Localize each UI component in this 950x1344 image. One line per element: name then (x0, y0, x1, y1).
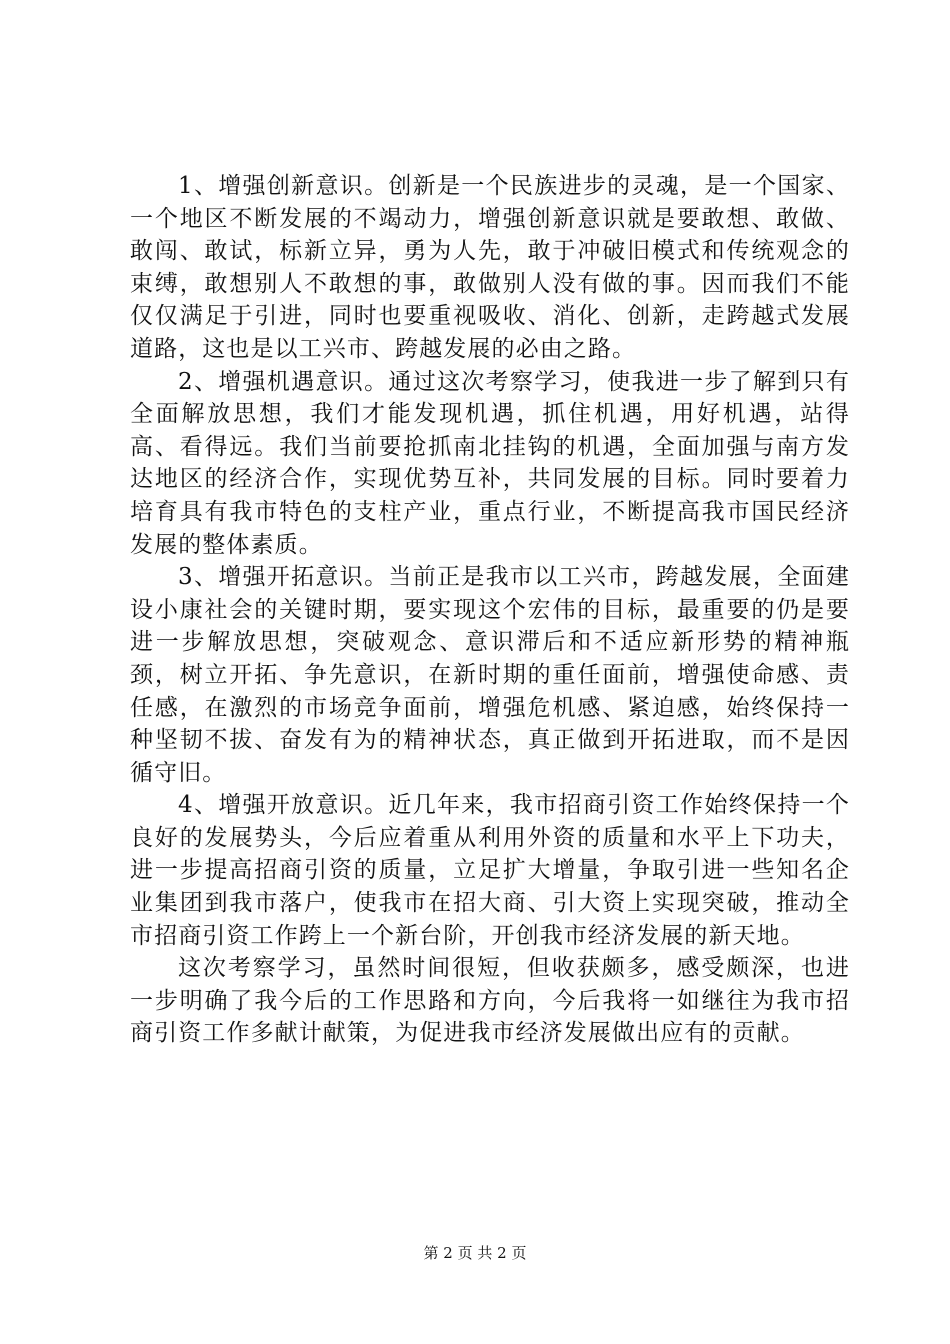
document-body (130, 170, 850, 1050)
paragraph-conclusion: 这次考察学习，虽然时间很短，但收获颇多，感受颇深，也进一步明确了我今后的工作思路和方向，今后我将一如继往为我市招商引资工作多献计献策，为促进我市经济发展做出应有的贡献。 (130, 955, 850, 1047)
page-number-footer: 第 2 页 共 2 页 (423, 1244, 527, 1262)
paragraph-innovation-awareness: 1、增强创新意识。创新是一个民族进步的灵魂，是一个国家、一个地区不断发展的不竭动力，增强创新意识就是要敢想、敢做、敢闯、敢试，标新立异，勇为人先，敢于冲破旧模式和传统观念的束缚，敢想别人不敢想的事，敢做别人没有做的事。因而我们不能仅仅满足于引进，同时也要重视吸收、消化、创新，走跨越式发展道路，这也是以工兴市、跨越发展的必由之路。 (130, 173, 850, 362)
paragraph-opportunity-awareness: 2、增强机遇意识。通过这次考察学习，使我进一步了解到只有全面解放思想，我们才能发现机遇，抓住机遇，用好机遇，站得高、看得远。我们当前要抢抓南北挂钩的机遇，全面加强与南方发达地区的经济合作，实现优势互补，共同发展的目标。同时要着力培育具有我市特色的支柱产业，重点行业，不断提高我市国民经济发展的整体素质。 (130, 368, 850, 558)
paragraph-openness-awareness: 4、增强开放意识。近几年来，我市招商引资工作始终保持一个良好的发展势头，今后应着重从利用外资的质量和水平上下功夫，进一步提高招商引资的质量，立足扩大增量，争取引进一些知名企业集团到我市落户，使我市在招大商、引大资上实现突破，推动全市招商引资工作跨上一个新台阶，开创我市经济发展的新天地。 (130, 792, 850, 949)
paragraph-pioneering-awareness: 3、增强开拓意识。当前正是我市以工兴市，跨越发展，全面建设小康社会的关键时期，要实现这个宏伟的目标，最重要的仍是要进一步解放思想，突破观念、意识滞后和不适应新形势的精神瓶颈，树立开拓、争先意识，在新时期的重任面前，增强使命感、责任感，在激烈的市场竞争面前，增强危机感、紧迫感，始终保持一种坚韧不拔、奋发有为的精神状态，真正做到开拓进取，而不是因循守旧。 (130, 564, 850, 786)
